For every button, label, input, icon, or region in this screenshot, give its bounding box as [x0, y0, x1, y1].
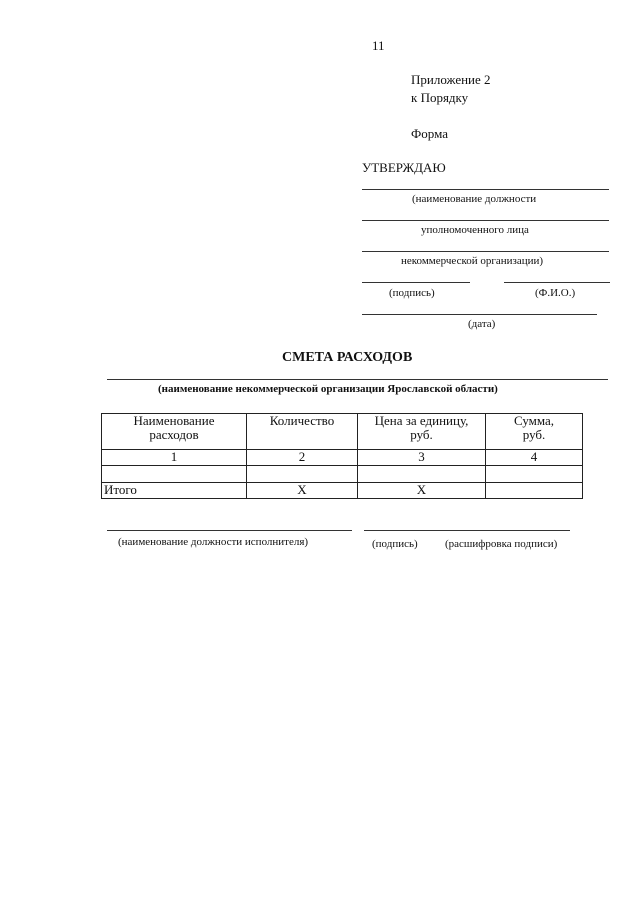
org-caption: некоммерческой организации): [401, 255, 544, 267]
approval-fio-line: [504, 282, 610, 283]
date-caption: (дата): [468, 318, 496, 330]
person-caption: уполномоченного лица: [421, 224, 529, 236]
table-cell: [486, 483, 583, 499]
person-line: [362, 220, 609, 221]
table-cell: 1: [102, 450, 247, 466]
org-name-line: [107, 379, 608, 380]
approval-signature-line: [362, 282, 470, 283]
table-cell: Х: [247, 483, 358, 499]
position-line: [362, 189, 609, 190]
form-label: Форма: [411, 126, 448, 141]
approval-fio-caption: (Ф.И.О.): [535, 287, 576, 299]
appendix-line-1: Приложение 2: [411, 72, 491, 87]
table-cell: [358, 466, 486, 483]
table-header-row: [102, 414, 583, 450]
header-cell-sum: Сумма, руб.: [486, 414, 583, 450]
table-cell: 4: [486, 450, 583, 466]
executor-decoding-caption: (расшифровка подписи): [445, 538, 558, 550]
table-empty-row: [102, 466, 583, 483]
executor-signature-caption: (подпись): [372, 538, 418, 550]
table-number-row: [102, 450, 583, 466]
table-cell: [486, 466, 583, 483]
org-line: [362, 251, 609, 252]
table-total-row: [102, 483, 583, 499]
org-name-caption: (наименование некоммерческой организации Ярославской области): [158, 383, 498, 395]
executor-signature-line: [364, 530, 570, 531]
executor-position-line: [107, 530, 352, 531]
header-cell-price: Цена за единицу, руб.: [358, 414, 486, 450]
header-cell-quantity: Количество: [247, 414, 358, 450]
document-title: СМЕТА РАСХОДОВ: [282, 350, 413, 365]
table-cell: [102, 466, 247, 483]
estimate-table: [101, 413, 583, 499]
table-cell: 3: [358, 450, 486, 466]
date-line: [362, 314, 597, 315]
table-cell-total-label: Итого: [102, 483, 247, 499]
executor-position-caption: (наименование должности исполнителя): [118, 536, 309, 548]
page-number: 11: [372, 38, 385, 53]
table-cell: Х: [358, 483, 486, 499]
header-cell-name: Наименование расходов: [102, 414, 247, 450]
appendix-line-2: к Порядку: [411, 90, 469, 105]
table-cell: 2: [247, 450, 358, 466]
position-caption: (наименование должности: [412, 193, 537, 205]
approval-title: УТВЕРЖДАЮ: [362, 160, 446, 175]
approval-signature-caption: (подпись): [389, 287, 435, 299]
table-cell: [247, 466, 358, 483]
